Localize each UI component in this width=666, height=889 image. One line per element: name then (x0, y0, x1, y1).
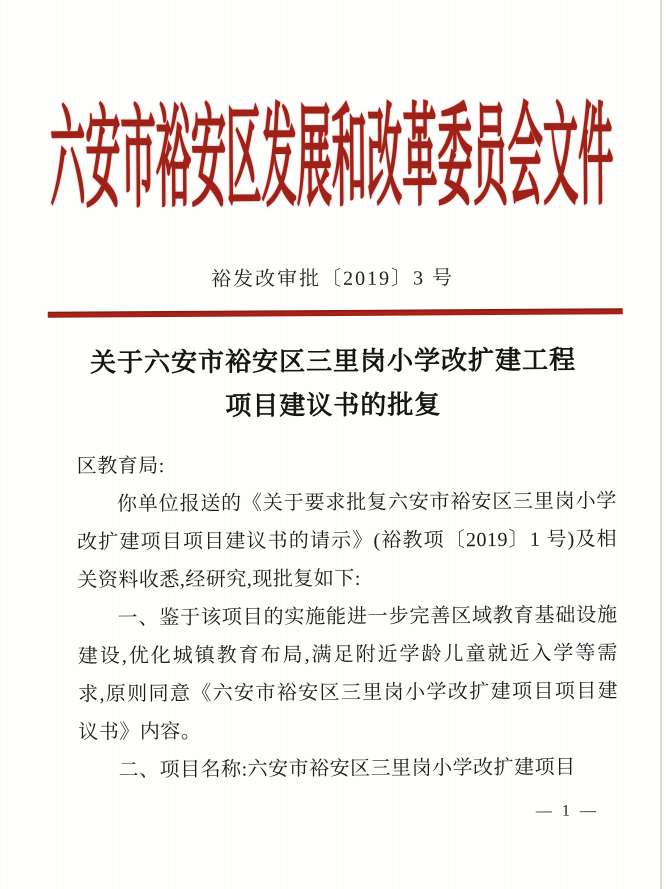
body-line: 求,原则同意《六安市裕安区三里岗小学改扩建项目项目建 (77, 680, 619, 706)
letterhead-title: 六安市裕安区发展和改革委员会文件 (49, 92, 614, 223)
page-number: — 1 — (535, 802, 599, 820)
document-number: 裕发改审批〔2019〕3 号 (210, 267, 455, 291)
body-line: 你单位报送的《关于要求批复六安市裕安区三里岗小学 (116, 490, 617, 516)
document-title-line1: 关于六安市裕安区三里岗小学改扩建工程 (89, 345, 577, 378)
body-line: 建设,优化城镇教育布局,满足附近学龄儿童就近入学等需 (77, 642, 618, 668)
body-line: 一、鉴于该项目的实施能进一步完善区域教育基础设施 (117, 604, 618, 630)
body-line: 改扩建项目项目建议书的请示》(裕教项〔2019〕1 号)及相 (77, 528, 618, 554)
body-line: 二、项目名称:六安市裕安区三里岗小学改扩建项目 (118, 756, 576, 782)
body-line: 关资料收悉,经研究,现批复如下: (77, 567, 361, 592)
body-line: 区教育局: (76, 455, 165, 478)
red-divider-rule (48, 308, 623, 318)
body-line: 议书》内容。 (78, 720, 202, 744)
letterhead-banner (0, 76, 665, 222)
document-title-line2: 项目建议书的批复 (225, 390, 442, 421)
scan-edge-shadow (660, 0, 662, 889)
document-title (0, 338, 666, 430)
document-body (77, 444, 619, 789)
